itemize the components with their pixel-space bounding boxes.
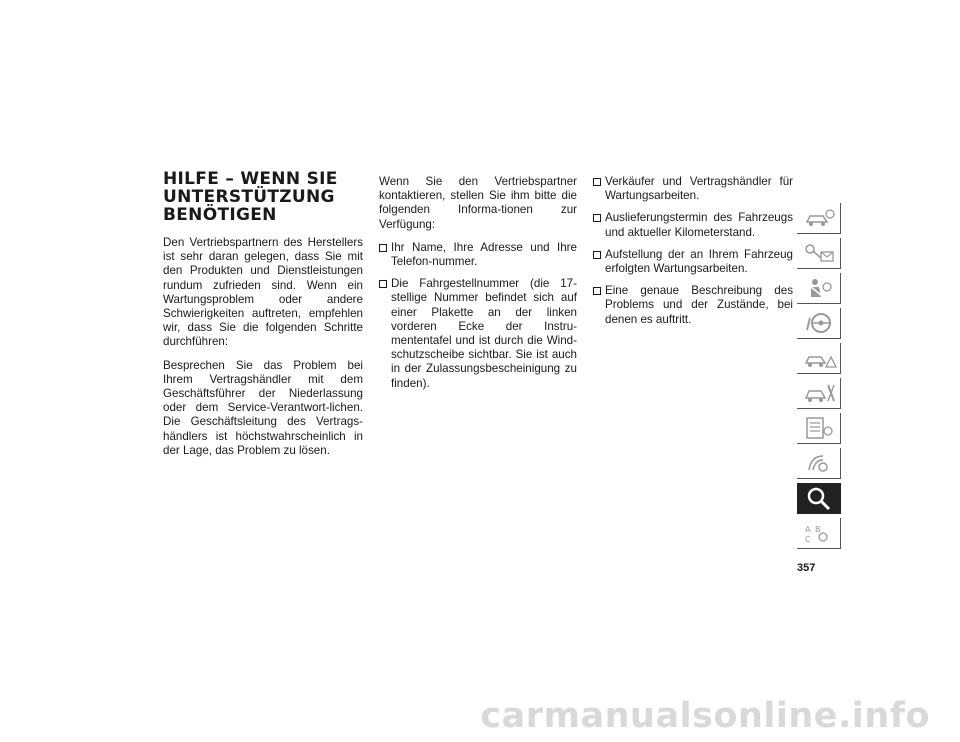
list-item: Ihr Name, Ihre Adresse und Ihre Telefon-nummer. bbox=[379, 241, 577, 269]
page-number: 357 bbox=[797, 562, 816, 574]
checkbox-bullet-icon bbox=[593, 287, 601, 295]
tab-keys[interactable] bbox=[797, 238, 841, 269]
checkbox-bullet-icon bbox=[379, 280, 387, 288]
car-info-icon bbox=[801, 205, 837, 231]
paragraph-dealer: Besprechen Sie das Problem bei Ihrem Vertragshändler mit dem Geschäftsführer der Niederlassung oder dem Service-Verantwort-lichen. Die Geschäftsleitung des Vertrags-händlers ist höchstwahrscheinlich in der Lage, das Problem zu lösen. bbox=[163, 358, 363, 457]
tab-getting-to-know[interactable] bbox=[797, 203, 841, 234]
multimedia-icon bbox=[801, 450, 837, 476]
tab-emergency[interactable] bbox=[797, 343, 841, 374]
list-item: Verkäufer und Vertragshändler für Wartungsarbeiten. bbox=[593, 175, 793, 203]
checkbox-bullet-icon bbox=[593, 214, 601, 222]
tab-customer-assistance[interactable] bbox=[797, 483, 841, 514]
svg-text:A: A bbox=[805, 525, 811, 534]
paragraph-intro: Den Vertriebspartnern des Herstellers ist sehr daran gelegen, dass Sie mit den Produkten und Dienstleistungen rundum zufrieden sind. Wenn ein Wartungsproblem oder andere Schwierigkeiten auftreten, empfehlen wir, dass Sie die folgenden Schritte durchführen: bbox=[163, 236, 363, 349]
info-list-continued bbox=[593, 175, 793, 327]
checkbox-bullet-icon bbox=[593, 251, 601, 259]
column-left bbox=[163, 170, 363, 467]
tab-starting[interactable] bbox=[797, 308, 841, 339]
key-mail-icon bbox=[801, 240, 837, 266]
info-list bbox=[379, 241, 577, 391]
paragraph-contact: Wenn Sie den Vertriebspartner kontaktieren, stellen Sie ihm bitte die folgenden Informa-tionen zur Verfügung: bbox=[379, 175, 577, 231]
hazard-car-icon bbox=[801, 345, 837, 371]
index-icon bbox=[801, 520, 837, 546]
list-item: Aufstellung der an Ihrem Fahrzeug erfolgten Wartungsarbeiten. bbox=[593, 248, 793, 276]
steering-wheel-icon bbox=[801, 310, 837, 336]
watermark: carmanualsonline.info bbox=[480, 696, 930, 736]
svg-text:B: B bbox=[815, 525, 821, 534]
svg-text:C: C bbox=[805, 535, 811, 544]
tab-safety[interactable] bbox=[797, 273, 841, 304]
tab-index[interactable] bbox=[797, 518, 841, 549]
tab-servicing[interactable] bbox=[797, 378, 841, 409]
seatbelt-airbag-icon bbox=[801, 275, 837, 301]
car-wrench-icon bbox=[801, 380, 837, 406]
list-item: Auslieferungstermin des Fahrzeugs und aktueller Kilometerstand. bbox=[593, 211, 793, 239]
column-middle bbox=[379, 175, 577, 399]
page-title: HILFE – WENN SIE UNTERSTÜTZUNG BENÖTIGEN bbox=[163, 169, 338, 225]
list-item: Eine genaue Beschreibung des Problems und der Zustände, bei denen es auftritt. bbox=[593, 284, 793, 327]
chapter-tabs bbox=[797, 203, 841, 553]
tab-multimedia[interactable] bbox=[797, 448, 841, 479]
column-right bbox=[593, 175, 793, 335]
list-item: Die Fahrgestellnummer (die 17-stellige Nummer befindet sich auf einer Plakette an der linken vorderen Ecke der Instru-mententafel und ist durch die Wind-schutzscheibe sichtbar. Sie ist auch in der Zulassungsbescheinigung zu finden). bbox=[379, 277, 577, 391]
tab-specifications[interactable] bbox=[797, 413, 841, 444]
specifications-list-icon bbox=[801, 415, 837, 441]
checkbox-bullet-icon bbox=[593, 178, 601, 186]
checkbox-bullet-icon bbox=[379, 244, 387, 252]
search-icon bbox=[801, 485, 837, 511]
